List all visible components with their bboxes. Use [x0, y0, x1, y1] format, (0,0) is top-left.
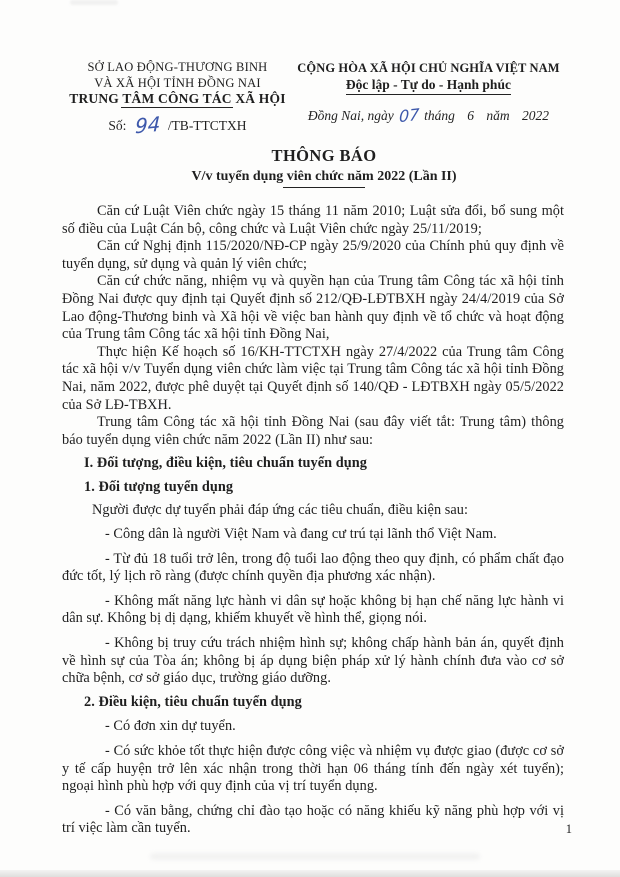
org-parent-line2: VÀ XÃ HỘI TỈNH ĐỒNG NAI — [94, 75, 261, 90]
org-underline-rule — [121, 107, 233, 108]
section-heading-2: 2. Điều kiện, tiêu chuẩn tuyển dụng — [84, 693, 302, 710]
document-subject: V/v tuyển dụng viên chức năm 2022 (Lần II) — [191, 169, 457, 184]
bullet-health: - Có sức khỏe tốt thực hiện được công việc và nhiệm vụ được giao (được cơ sở y tế cấp huyện trở lên xác nhận trong thời hạn 06 tháng tính đến ngày xét tuyển); ngoại hình phù hợp với quy định của vị trí tuyển dụng. — [62, 743, 564, 795]
ref-label: Số: — [108, 118, 127, 133]
national-motto-line1: CỘNG HÒA XÃ HỘI CHỦ NGHĨA VIỆT NAM — [297, 61, 560, 75]
bullet-age: - Từ đủ 18 tuổi trở lên, trong độ tuổi lao động theo quy định, có phẩm chất đạo đức tốt, lý lịch rõ ràng (được chính quyền địa phương xác nhận). — [62, 550, 564, 585]
paragraph-legal-basis-2: Căn cứ Nghị định 115/2020/NĐ-CP ngày 25/9/2020 của Chính phủ quy định về tuyển dụng, sử dụng và quản lý viên chức; — [62, 238, 564, 272]
national-motto-line2: Độc lập - Tự do - Hạnh phúc — [346, 77, 511, 95]
place-date-line — [293, 104, 564, 127]
paragraph-announcement: Trung tâm Công tác xã hội tỉnh Đồng Nai (sau đây viết tắt: Trung tâm) thông báo tuyển dụng viên chức năm 2022 (Lần II) như sau: — [62, 414, 564, 448]
paragraph-legal-basis-1: Căn cứ Luật Viên chức ngày 15 tháng 11 năm 2010; Luật sửa đổi, bổ sung một số điều của Luật Cán bộ, công chức và Luật Viên chức ngày 25/11/2019; — [62, 203, 564, 237]
document-title-block — [84, 146, 564, 188]
bullet-qualifications: - Có văn bằng, chứng chỉ đào tạo hoặc có năng khiếu kỹ năng phù hợp với vị trí việc làm cần tuyển. — [62, 802, 564, 837]
scan-streak — [150, 853, 480, 860]
page-number: 1 — [565, 822, 572, 836]
date-day-handwritten: 07 — [398, 104, 420, 127]
bullet-criminal-record: - Không bị truy cứu trách nhiệm hình sự; không chấp hành bản án, quyết định về hình sự của Tòa án; không bị áp dụng biện pháp xử lý hành chính đưa vào cơ sở chữa bệnh, cơ sở giáo dục, trường giáo dưỡng. — [62, 635, 564, 687]
national-heading-block — [293, 60, 564, 135]
ref-code: /TB-TTCTXH — [167, 118, 247, 133]
bullet-citizenship: - Công dân là người Việt Nam và đang cư trú tại lãnh thổ Việt Nam. — [105, 526, 497, 543]
org-name: TRUNG TÂM CÔNG TÁC XÃ HỘI — [69, 91, 286, 106]
document-header — [62, 60, 564, 139]
issuing-org-block — [62, 60, 293, 139]
bullet-application: - Có đơn xin dự tuyển. — [105, 718, 236, 735]
section-heading-1: 1. Đối tượng tuyển dụng — [84, 478, 234, 495]
reference-number-line — [62, 111, 293, 139]
scan-bottom-edge — [0, 870, 620, 877]
place-date-prefix: Đồng Nai, ngày — [307, 108, 394, 123]
document-body — [62, 203, 564, 838]
paragraph-legal-basis-3: Căn cứ chức năng, nhiệm vụ và quyền hạn của Trung tâm Công tác xã hội tỉnh Đồng Nai được quy định tại Quyết định số 212/QĐ-LĐTBXH ngày 24/4/2019 của Sở Lao động-Thương binh và Xã hội về việc ban hành quy định về tổ chức và hoạt động của Trung tâm Công tác xã hội tỉnh Đồng Nai, — [62, 273, 564, 343]
paragraph-criteria-intro: Người được dự tuyển phải đáp ứng các tiêu chuẩn, điều kiện sau: — [92, 501, 469, 518]
org-parent-line1: SỞ LAO ĐỘNG-THƯƠNG BINH — [87, 60, 268, 74]
bullet-capacity: - Không mất năng lực hành vi dân sự hoặc không bị hạn chế năng lực hành vi dân sự. Không bị dị dạng, khiếm khuyết về hình thể, giọng nói. — [62, 592, 564, 627]
paragraph-plan-reference: Thực hiện Kế hoạch số 16/KH-TTCTXH ngày 27/4/2022 của Trung tâm Công tác xã hội v/v Tuyển dụng viên chức làm việc tại Trung tâm Công tác xã hội tỉnh Đồng Nai, năm 2022, được phê duyệt tại Quyết định số 140/QĐ - LĐTBXH ngày 05/5/2022 của Sở LĐ-TBXH. — [62, 343, 564, 413]
title-underline-rule — [283, 187, 365, 188]
place-date-suffix: tháng 6 năm 2022 — [424, 108, 549, 123]
document-title: THÔNG BÁO — [271, 146, 377, 165]
ref-number-handwritten: 94 — [135, 111, 162, 139]
scan-smudge — [70, 0, 118, 5]
section-heading-I: I. Đối tượng, điều kiện, tiêu chuẩn tuyển dụng — [84, 455, 367, 472]
